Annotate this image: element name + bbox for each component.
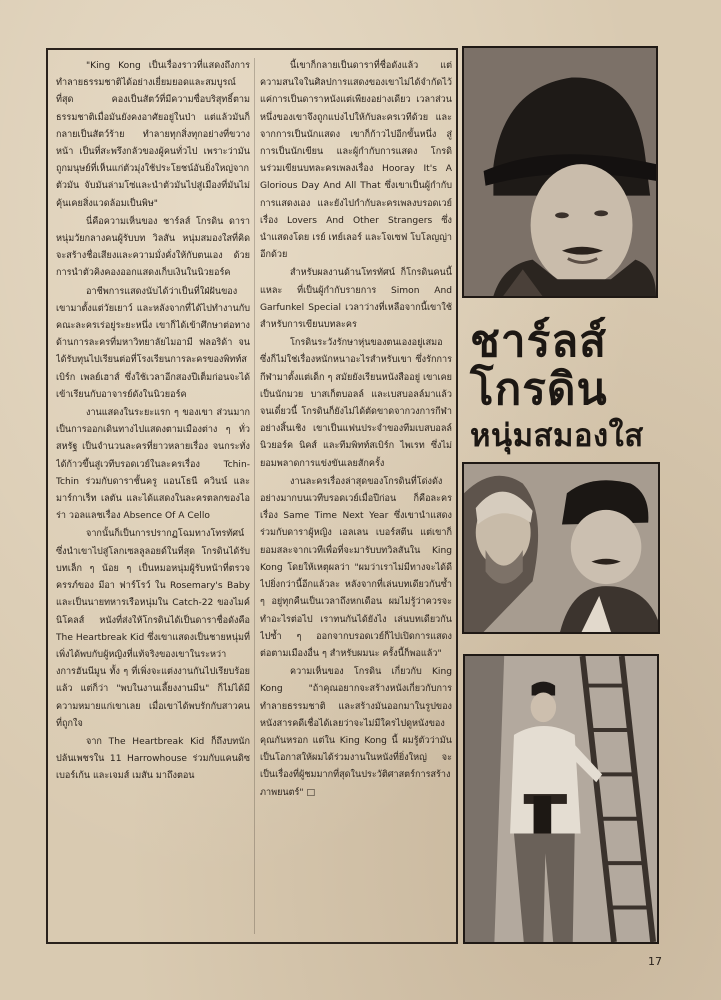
title-line: โกรดิน [470,364,608,415]
portrait-photo [462,46,658,298]
paragraph: นี่คือความเห็นของ ชาร์ลส์ โกรดิน ดาราหนุ่มวัยกลางคนผู้รับบท วิลสัน หนุ่มสมองใสที่คิดจะสร้างชื่อเสียงและความมั่งคั่งให้กับตนเอง ด้วยการนำตัวคิงคองออกแสดงเก็บเงินในนิวยอร์ค [56,216,250,279]
paragraph: โกรดินระวังรักษาหุ่นของตนเองอยู่เสมอ ซึ่งก็ไม่ใช่เรื่องหนักหนาอะไรสำหรับเขา ซึ่งรักการกีฬามาตั้งแต่เด็ก ๆ สมัยยังเรียนหนังสืออยู่ เขาเคยเป็นนักมวย บาสเก็ตบอลล์ และเบสบอลล์มาแล้ว จนเดี๋ยวนี้ โกรดินก็ยังไม่ได้ตัดขาดจากวงการกีฬาอย่างสิ้นเชิง เขาเป็นแฟนประจำของทีมเบสบอลล์ นิวยอร์ค นิคส์ และทีมพิทท์สเบิร์ก ไพเรท ซึ่งไม่ยอมพลาดการแข่งขันเลยสักครั้ง [260,338,452,469]
article-column-2 [260,58,452,936]
film-still-photo [463,654,659,944]
paragraph: อาชีพการแสดงนับได้ว่าเป็นที่ใฝ่ฝันของเขามาตั้งแต่วัยเยาว์ และหลังจากที่ได้ไปทำงานกับคณะละครเร่อยู่ระยะหนึ่ง เขาก็ได้เข้าศึกษาต่อทางด้านการละครที่มหาวิทยาลัยไมอามี ฟลอริด้า จนได้รับทุนไปเรียนต่อที่โรงเรียนการละครของพิทท์สเบิร์ก เพลย์เฮาส์ ซึ่งใช้เวลาอีกสองปีเต็มก่อนจะได้เข้าเรียนกับอาจารย์ดังในนิวยอร์ค [56,286,250,400]
paragraph: งานแสดงในระยะแรก ๆ ของเขา ส่วนมากเป็นการออกเดินทางไปแสดงตามเมืองต่าง ๆ ทั่วสหรัฐ เป็นจำนวนละครที่ยาวหลายเรื่อง จนกระทั่งได้ก้าวขึ้นสู่เวทีบรอดเวย์ในละครเรื่อง Tchin-Tchin ร่วมกับดาราชั้นครู แอนโธนี ควินน์ และมาร์กาเร็ท เลตัน และได้แสดงในละครตลกของไอร่า วอลแลชเรื่อง Absence Of A Cello [56,408,250,522]
article-title [466,306,666,456]
paragraph: ความเห็นของ โกรดิน เกี่ยวกับ King Kong "ถ้าคุณอยากจะสร้างหนังเกี่ยวกับการทำลายธรรมชาติ และสร้างมันออกมาในรูปของหนังสารคดีเชื่อได้เลยว่าจะไม่มีใครไปดูหนังของคุณกันหรอก แต่ใน King Kong นี้ ผมรู้ตัวว่ามันเป็นโอกาสให้ผมได้ร่วมงานในหนังที่ยิ่งใหญ่ จะเป็นเรื่องที่ผู้ชมมากที่สุดในประวัติศาสตร์การสร้างภาพยนตร์" □ [260,667,452,798]
paragraph: จากนั้นก็เป็นการปรากฏโฉมทางโทรทัศน์ ซึ่งนำเขาไปสู่โลกเซลลูลอยด์ในที่สุด โกรดินได้รับบทเล็ก ๆ น้อย ๆ เป็นหมอหนุ่มผู้รับหน้าที่ตรวจครรภ์ของ มีอา ฟาร์โรว์ ใน Rosemary's Baby และเป็นนายทหารเรือหนุ่มใน Catch-22 ของไมค์ นิโคลส์ หนังที่ส่งให้โกรดินได้เป็นดาราชื่อดังคือ The Heartbreak Kid ซึ่งเขาแสดงเป็นชายหนุ่มที่เพิ่งได้พบกับผู้หญิงที่แท้จริงของเขาในระหว่างการฮันนีมูน ทั้ง ๆ ที่เพิ่งจะแต่งงานกันไปเรียบร้อยแล้ว แต่ก็ว่า "พบในงานเลี้ยงงานมีน" ก็ไม่ได้มีความหมายแก่เขาเลย เมื่อเขาได้พบรักกับสาวคนที่ถูกใจ [56,529,250,729]
title-line: ชาร์ลส์ [470,316,608,367]
paragraph: งานละครเรื่องล่าสุดของโกรดินที่โด่งดังอย่างมากบนเวทีบรอดเวย์เมื่อปีก่อน ก็คือละครเรื่อง Same Time Next Year ซึ่งเขานำแสดงร่วมกับดาราผู้หญิง เอลเลน เบอร์สตีน แต่เขาก็ยอมสละจากเวทีเพื่อที่จะมารับบทวิลสันใน King Kong โดยให้เหตุผลว่า "ผมว่าเราไม่มีทางจะได้ดีไปยิ่งกว่านี้อีกแล้วละ หลังจากที่เล่นบทเดียวกันซ้ำ ๆ อยู่ทุกคืนเป็นเวลาถึงหกเดือน ผมไม่รู้ว่าควรจะทำอะไรต่อไป เราทนกันได้ยังไง เล่นบทเดียวกันไปซ้ำ ๆ ออกจากบรอดเวย์ก็ไปเปิดการแสดงต่อตามเมืองอื่น ๆ สำหรับผมนะ ครั้งนี้ก็พอแล้ว" [260,476,452,659]
paragraph: "King Kong เป็นเรื่องราวที่แสดงถึงการทำลายธรรมชาติได้อย่างเยี่ยมยอดและสมบูรณ์ที่สุด คองเป็นสัตว์ที่มีความซื่อบริสุทธิ์ตามธรรมชาติเมื่อมันยังคงอาศัยอยู่ในป่า แต่แล้วมันก็กลายเป็นสัตว์ร้าย ทำลายทุกสิ่งทุกอย่างที่ขวางหน้า เป็นที่สะพรึงกลัวของผู้คนทั่วไป เพราะว่ามันถูกมนุษย์ที่เห็นแก่ตัวมุ่งใช้ประโยชน์อันยิ่งใหญ่จากตัวมัน จับมันล่ามโซ่และนำตัวมันไปสู่เมืองที่มันไม่คุ้นเคยสิ่งแวดล้อมเป็นพิษ" [56,61,250,209]
paragraph: จาก The Heartbreak Kid ก็ถึงบทนักปล้นเพชรใน 11 Harrowhouse ร่วมกับแคนดิซ เบอร์เก้น และเจมส์ เมสัน มาถึงตอน [56,736,250,782]
column-divider [254,58,255,934]
paragraph: สำหรับผลงานด้านโทรทัศน์ ก็โกรดินคนนี้แหละ ที่เป็นผู้กำกับรายการ Simon And Garfunkel Special เวลาว่างที่เหลือจากนี้เขาใช้สำหรับการเขียนบทละคร [260,268,452,331]
page-number: 17 [648,955,662,968]
article-frame [46,48,458,944]
article-column-1 [56,58,250,936]
title-subline: หนุ่มสมองใส [470,418,644,454]
film-still-photo [462,462,660,634]
paragraph: นี้เขาก็กลายเป็นดาราที่ชื่อดังแล้ว แต่ความสนใจในศิลปการแสดงของเขาไม่ได้จำกัดไว้ แค่การเป็นดาราหนังแต่เพียงอย่างเดียว เวลาส่วนหนึ่งของเขาจึงถูกแบ่งไปให้กับละครเวทีด้วย และจากการเป็นนักแสดง เขาก็ก้าวไปอีกขั้นหนึ่ง สู่การเป็นนักเขียน และผู้กำกับการแสดง โกรดินร่วมเขียนบทละครเพลงเรื่อง Hooray It's A Glorious Day And All That ซึ่งเขาเป็นผู้กำกับการแสดงเอง และยังไปกำกับละครเพลงบรอดเวย์เรื่อง Lovers And Other Strangers ซึ่งนำแสดงโดย เรย์ เทย์เลอร์ และโจเซฟ โบโลญญ่า อีกด้วย [260,61,452,261]
